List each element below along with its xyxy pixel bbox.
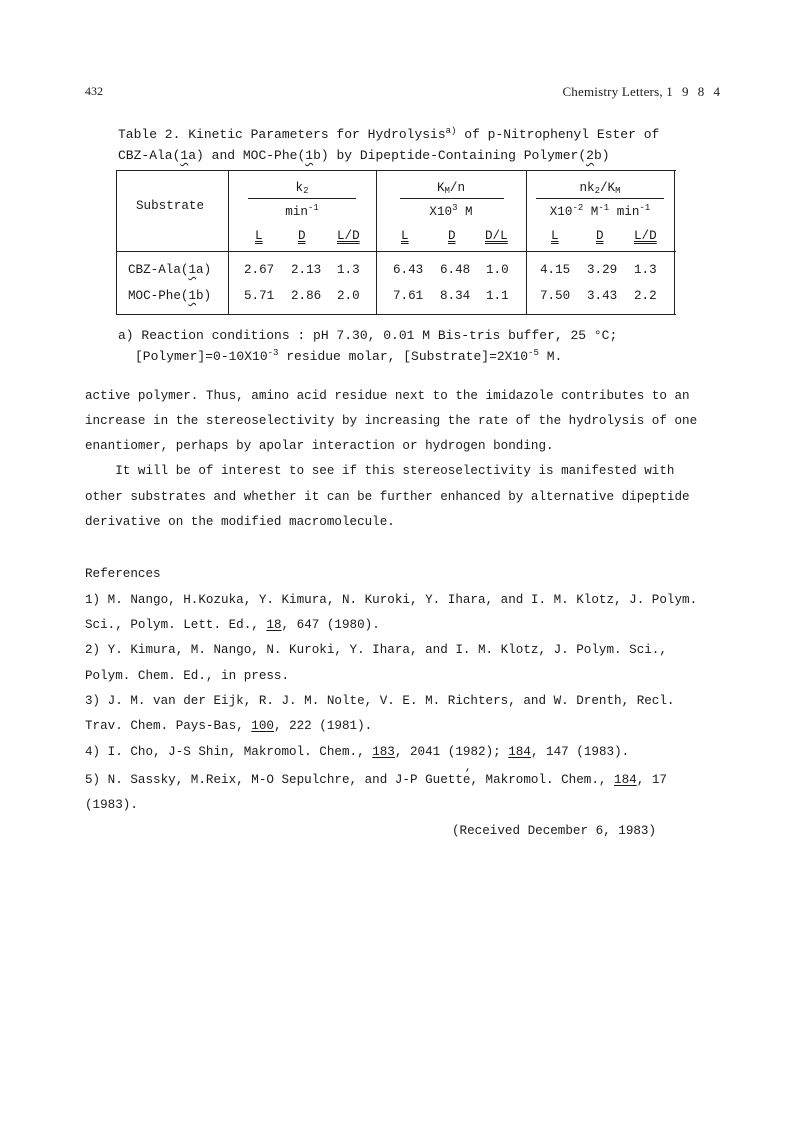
config-label: D	[448, 229, 456, 243]
table-cell: 5.71	[244, 289, 275, 303]
table-caption-line-1: Table 2. Kinetic Parameters for Hydrolysis$^{a)}$ of p-Nitrophenyl Ester of	[118, 126, 660, 142]
reference-1-line-1: 1) M. Nango, H.Kozuka, Y. Kimura, N. Kuroki, Y. Ihara, and I. M. Klotz, J. Polym.	[85, 593, 698, 607]
reference-5-line-1: 5) N. Sassky, M.Reix, M-O Sepulchre, and J-P Guette , , Makromol. Chem., 184, 17	[85, 762, 667, 787]
kinetic-parameters-table	[116, 170, 676, 315]
table-cell: 8.34	[440, 289, 471, 303]
table-footnote-line-2: $[Polymer]=0-10X10^{-3}$ residue molar, $[Substrate]=2X10^{-5}$ M.	[135, 348, 563, 364]
volume-number: 184	[508, 745, 531, 759]
volume-number: 183	[372, 745, 395, 759]
body-text-line: active polymer. Thus, amino acid residue next to the imidazole contributes to an	[85, 389, 690, 403]
accented-letter: e ,	[462, 762, 472, 787]
table-cell: 2.0	[337, 289, 360, 303]
table-cell: 1.3	[634, 263, 657, 277]
acute-accent-mark: ,	[464, 762, 472, 774]
config-label: D/L	[485, 229, 508, 243]
reference-5-line-2: (1983).	[85, 798, 138, 812]
table-cell: 3.43	[587, 289, 618, 303]
fraction-rule	[536, 198, 664, 199]
table-cell: 1.0	[486, 263, 509, 277]
journal-header	[562, 84, 723, 100]
config-label: L	[551, 229, 559, 243]
volume-number: 18	[266, 618, 282, 632]
table-cell: 3.29	[587, 263, 618, 277]
header-rule	[116, 251, 676, 252]
nk2-km-unit: $X10^{-2}$ $M^{-1}$ $\min^{-1}$	[549, 203, 651, 219]
table-cell: 6.48	[440, 263, 471, 277]
footnote-marker: a)	[445, 126, 457, 136]
table-cell: 2.67	[244, 263, 275, 277]
config-label: L	[401, 229, 409, 243]
km-unit: $X10^3$ M	[429, 203, 473, 219]
body-text-line: derivative on the modified macromolecule.	[85, 515, 395, 529]
k2-unit: $\min^{-1}$	[285, 203, 319, 219]
table-cell: 2.2	[634, 289, 657, 303]
reference-4: 4) I. Cho, J-S Shin, Makromol. Chem., 183, 2041 (1982); 184, 147 (1983).	[85, 745, 630, 759]
compound-number: 2	[586, 148, 594, 163]
journal-year: 1 9 8 4	[666, 84, 723, 99]
substrate-cell: CBZ-Ala(1a)	[128, 263, 212, 277]
body-text-line: It will be of interest to see if this stereoselectivity is manifested with	[85, 464, 675, 478]
table-cell: 6.43	[393, 263, 424, 277]
body-text-line: other substrates and whether it can be further enhanced by alternative dipeptide	[85, 490, 690, 504]
table-border	[674, 171, 675, 314]
config-label: D	[596, 229, 604, 243]
nk2-km-header: $nk_2/K_M$	[579, 181, 621, 196]
body-text-line: increase in the stereoselectivity by increasing the rate of the hydrolysis of one	[85, 414, 698, 428]
journal-name: Chemistry Letters,	[562, 84, 663, 99]
references-heading: References	[85, 567, 161, 581]
compound-number: 1	[305, 148, 314, 163]
reference-3-line-1: 3) J. M. van der Eijk, R. J. M. Nolte, V. E. M. Richters, and W. Drenth, Recl.	[85, 694, 675, 708]
k2-header: $k_2$	[295, 181, 309, 196]
page-number: 432	[85, 84, 103, 98]
config-label: D	[298, 229, 306, 243]
table-footnote-line-1: a) Reaction conditions : pH 7.30, 0.01 M Bis-tris buffer, 25 °C;	[118, 328, 618, 343]
table-caption-line-2: CBZ-Ala(1a) and MOC-Phe(1b) by Dipeptide-Containing Polymer(2b)	[118, 148, 610, 163]
table-cell: 2.13	[291, 263, 322, 277]
config-label: L/D	[634, 229, 657, 243]
substrate-cell: MOC-Phe(1b)	[128, 289, 212, 303]
reference-3-line-2: Trav. Chem. Pays-Bas, 100, 222 (1981).	[85, 719, 373, 733]
table-cell: 2.86	[291, 289, 322, 303]
config-label: L	[255, 229, 263, 243]
substrate-header: Substrate	[136, 199, 205, 213]
compound-number: 1	[180, 148, 189, 163]
body-text-line: enantiomer, perhaps by apolar interaction or hydrogen bonding.	[85, 439, 554, 453]
table-border	[116, 171, 117, 314]
reference-1-line-2: Sci., Polym. Lett. Ed., 18, 647 (1980).	[85, 618, 380, 632]
volume-number: 100	[251, 719, 274, 733]
table-cell: 4.15	[540, 263, 571, 277]
fraction-rule	[248, 198, 356, 199]
volume-number: 184	[614, 773, 637, 787]
config-label: L/D	[337, 229, 360, 243]
reference-2-line-2: Polym. Chem. Ed., in press.	[85, 669, 290, 683]
reference-2-line-1: 2) Y. Kimura, M. Nango, N. Kuroki, Y. Ihara, and I. M. Klotz, J. Polym. Sci.,	[85, 643, 667, 657]
km-header: $K_M/n$	[436, 181, 466, 196]
fraction-rule	[400, 198, 504, 199]
table-cell: 7.61	[393, 289, 424, 303]
received-date: (Received December 6, 1983)	[452, 824, 657, 838]
table-cell: 1.3	[337, 263, 360, 277]
table-cell: 7.50	[540, 289, 571, 303]
table-cell: 1.1	[486, 289, 509, 303]
